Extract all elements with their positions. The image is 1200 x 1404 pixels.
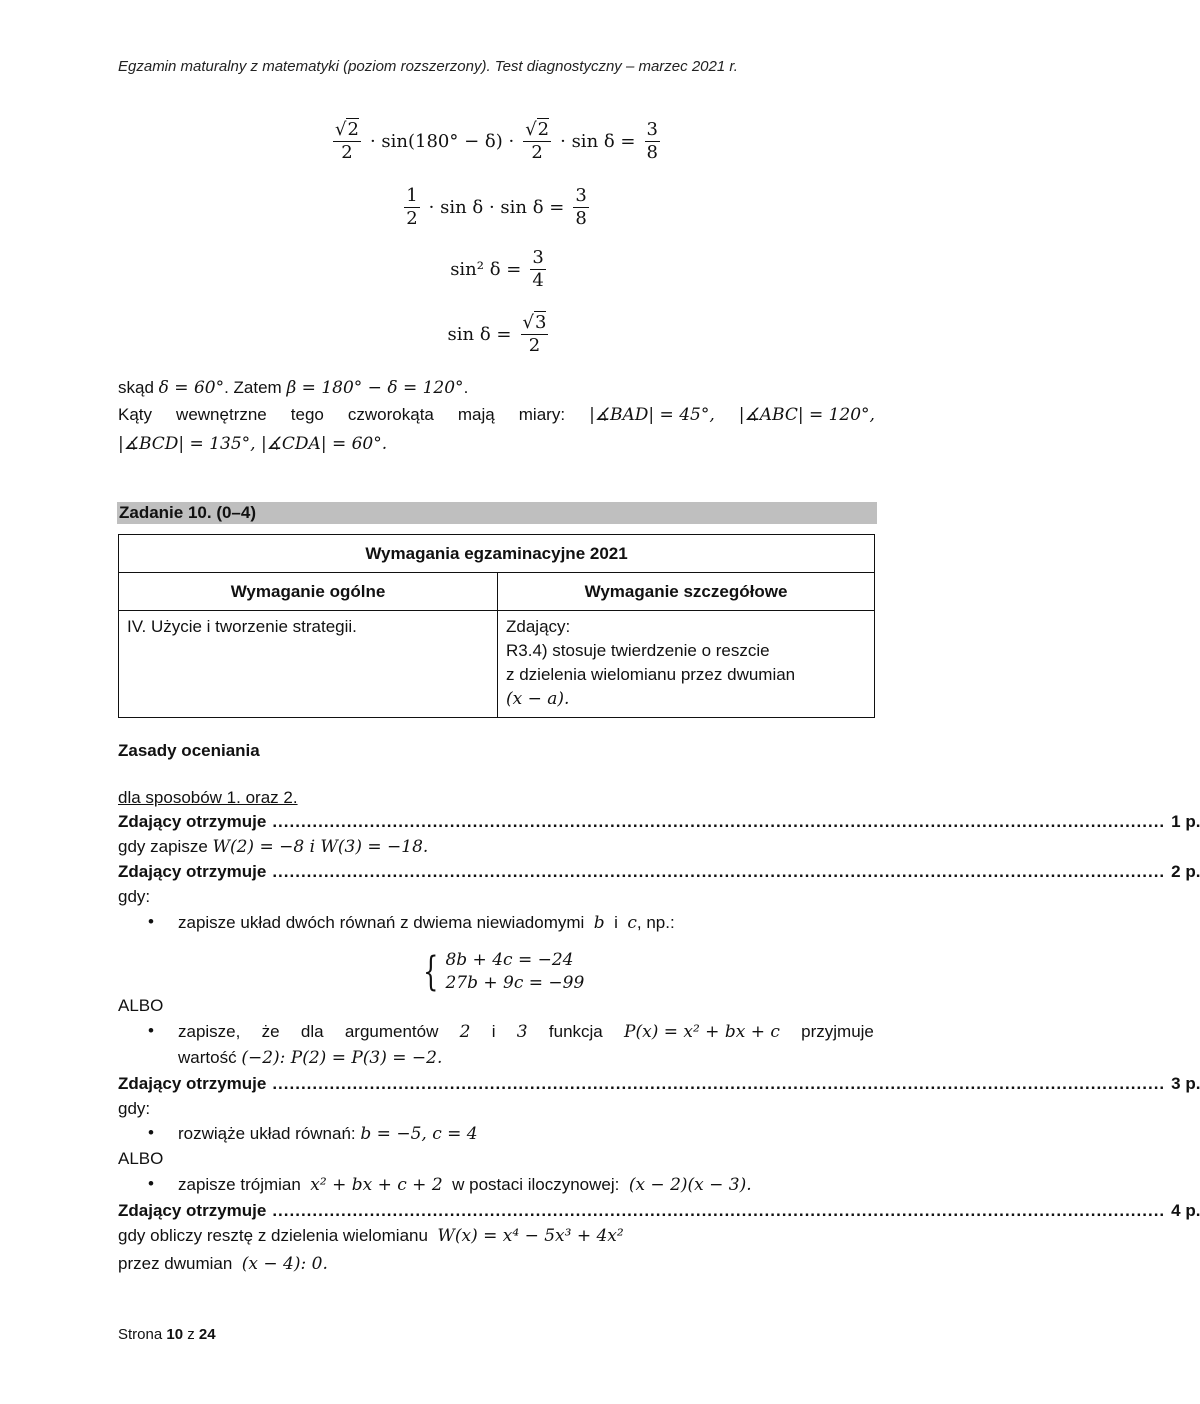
bullet-icon: •: [148, 1174, 154, 1193]
albo-label-1: ALBO: [118, 996, 164, 1015]
equation-1: [0, 120, 993, 163]
level-2-option-1: zapisze układ dwóch równań z dwiema niewiadomymi b i c, np.:: [178, 913, 675, 933]
task-title-bar: Zadanie 10. (0–4): [117, 502, 877, 524]
col-general-header: Wymaganie ogólne: [119, 573, 498, 611]
detailed-requirement-cell: Zdający: R3.4) stosuje twierdzenie o reszcie z dzielenia wielomianu przez dwumian (x − a).: [498, 611, 875, 718]
level-3-option-1: rozwiąże układ równań: b = −5, c = 4: [178, 1124, 478, 1144]
conclusion-line-3: |∡BCD| = 135°, |∡CDA| = 60°.: [118, 434, 388, 454]
albo-label-2: ALBO: [118, 1149, 164, 1168]
fraction-3-over-8-eq2: $\frac{3}{8}$: [575, 185, 587, 229]
level-2-option-2-line-2: wartość (−2): P(2) = P(3) = −2.: [178, 1048, 443, 1068]
eq3-lhs: sin² δ =: [450, 259, 522, 280]
general-requirement-cell: IV. Użycie i tworzenie strategii.: [119, 611, 498, 718]
fraction-1-over-2: $\frac{1}{2}$: [406, 185, 418, 229]
fraction-3-over-4: $\frac{3}{4}$: [532, 247, 544, 291]
eq1-tail: · sin δ =: [560, 131, 636, 152]
conclusion-line-2: Kąty wewnętrzne tego czworokąta mają miary: |∡BAD| = 45°, |∡ABC| = 120°,: [118, 405, 875, 425]
score-level-1-condition: gdy zapisze W(2) = −8 i W(3) = −18.: [118, 837, 429, 857]
gdy-label-2: gdy:: [118, 887, 151, 906]
bullet-icon: •: [148, 1123, 154, 1142]
bullet-icon: •: [148, 1021, 154, 1040]
level-2-option-2: zapisze, że dla argumentów 2 i 3 funkcja P(x) = x² + bx + c przyjmuje: [178, 1022, 874, 1042]
fraction-3-over-8: $\frac{3}{8}$: [646, 119, 658, 163]
fraction-sqrt3-over-2: $\frac{√3}{2}$: [522, 312, 547, 356]
score-level-4-condition: gdy obliczy resztę z dzielenia wielomianu W(x) = x⁴ − 5x³ + 4x²: [118, 1226, 624, 1246]
gdy-label-3: gdy:: [118, 1099, 151, 1118]
table-caption: Wymagania egzaminacyjne 2021: [119, 535, 875, 573]
page-header: Egzamin maturalny z matematyki (poziom rozszerzony). Test diagnostyczny – marzec 2021 r.: [118, 58, 738, 75]
equation-3: [0, 248, 993, 291]
fraction-sqrt2-over-2: $\frac{√2}{2}$: [335, 119, 359, 163]
eq4-lhs: sin δ =: [447, 324, 512, 345]
score-level-3: Zdający otrzymuje ............................................................................................................................................................ 3 p.: [118, 1074, 1200, 1093]
score-level-4-condition-2: przez dwumian (x − 4): 0.: [118, 1254, 328, 1274]
equation-4: [0, 313, 993, 356]
score-level-2: Zdający otrzymuje ............................................................................................................................................................ 2 p.: [118, 862, 1200, 881]
score-level-4: Zdający otrzymuje ............................................................................................................................................................ 4 p.: [118, 1201, 1200, 1220]
page-footer: Strona 10 z 24: [118, 1326, 216, 1343]
score-level-1: Zdający otrzymuje ............................................................................................................................................................ 1 p.: [118, 812, 1200, 831]
requirements-table: [118, 534, 875, 718]
conclusion-line-1: skąd δ = 60°. Zatem β = 180° − δ = 120°.: [118, 378, 469, 398]
methods-label: dla sposobów 1. oraz 2.: [118, 788, 298, 807]
eq2-middle: · sin δ · sin δ =: [428, 197, 565, 218]
col-detailed-header: Wymaganie szczegółowe: [498, 573, 875, 611]
scoring-title: Zasady oceniania: [118, 741, 260, 760]
level-3-option-2: zapisze trójmian x² + bx + c + 2 w postaci iloczynowej: (x − 2)(x − 3).: [178, 1175, 752, 1195]
eq1-middle: · sin(180° − δ) ·: [369, 131, 515, 152]
equation-2: [0, 186, 993, 229]
fraction-sqrt2-over-2-second: $\frac{√2}{2}$: [525, 119, 550, 163]
equation-system: { 8b + 4c = −24 27b + 9c = −99: [423, 949, 585, 995]
bullet-icon: •: [148, 912, 154, 931]
